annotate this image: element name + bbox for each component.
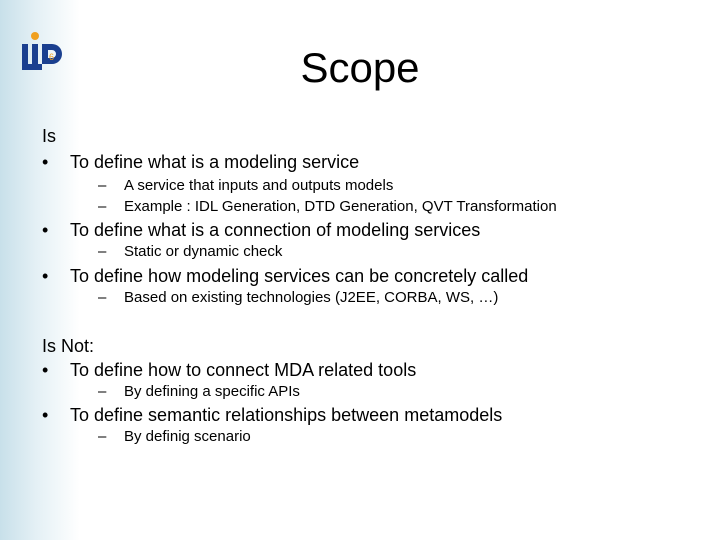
is-not-heading: Is Not: bbox=[42, 336, 95, 356]
bullet: • bbox=[42, 360, 49, 380]
slide-title: Scope bbox=[300, 44, 420, 91]
bullet: • bbox=[42, 405, 49, 425]
bullet: • bbox=[42, 220, 49, 240]
is-heading: Is bbox=[42, 126, 57, 146]
bullet: • bbox=[42, 152, 49, 172]
svg-text:6: 6 bbox=[49, 52, 55, 62]
bullet: • bbox=[42, 266, 49, 286]
